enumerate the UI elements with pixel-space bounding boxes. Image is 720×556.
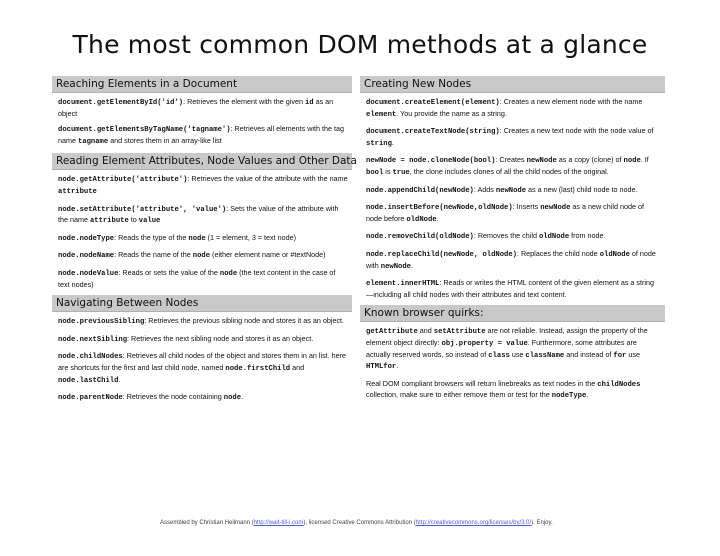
desc: : Retrieves the element with the given	[183, 97, 305, 106]
code: attribute	[89, 217, 129, 226]
footer-text: ), licensed Creative Commons Attribution (	[303, 520, 416, 526]
entry-child-nodes	[58, 351, 348, 386]
code: string	[366, 139, 392, 148]
desc: as a new child node of node before	[366, 202, 644, 223]
desc: .	[586, 390, 589, 400]
entry-clone-node	[366, 155, 661, 178]
code: class	[488, 351, 510, 360]
code: tagname	[77, 137, 109, 146]
code: obj.property = value	[441, 339, 528, 348]
entry-get-attribute	[58, 174, 348, 197]
entry-get-element-by-id	[58, 97, 348, 118]
code: value	[138, 217, 161, 226]
desc: : Reads the name of the	[114, 250, 193, 260]
code: oldNode	[538, 233, 570, 242]
desc: (1 = element, 3 = text node)	[205, 232, 296, 242]
desc: is	[383, 166, 393, 176]
section-heading: Creating New Nodes	[360, 76, 665, 93]
code: element	[366, 110, 397, 119]
entry-parent-node	[58, 392, 348, 404]
entry-append-child	[366, 185, 661, 197]
code: getAttribute	[366, 328, 418, 337]
code: className	[525, 351, 565, 360]
section-heading: Reaching Elements in a Document	[52, 76, 352, 93]
desc: : Reads or sets the value of the	[118, 267, 220, 277]
quirk-linebreaks	[366, 379, 661, 402]
code: node.nodeName	[58, 252, 115, 261]
desc: .	[396, 361, 399, 371]
desc: and instead of	[564, 349, 614, 359]
desc: and	[290, 362, 305, 372]
desc: and stores them in an array-like list	[108, 135, 222, 145]
desc: . Furthermore, some attributes are actually reserved words, so instead of	[366, 337, 637, 359]
desc: : Retrieves all elements with the tag name	[58, 124, 344, 145]
desc: : Replaces the child node	[516, 248, 600, 258]
code: bool	[366, 168, 384, 177]
section-navigating	[52, 295, 352, 404]
code: node.nextSibling	[58, 335, 128, 344]
desc: .	[118, 374, 121, 384]
desc: use	[509, 349, 526, 359]
code: node.replaceChild(newNode, oldNode)	[366, 250, 517, 259]
entry-create-element	[366, 97, 661, 120]
desc: : Retrieves all child nodes of the object and stores them in an list. here are shortcuts for the first and last child node, named	[58, 351, 347, 372]
code: node	[192, 252, 211, 261]
code: node.nodeValue	[58, 269, 119, 278]
entry-next-sibling	[58, 334, 348, 346]
desc: : Creates	[495, 155, 527, 165]
code: document.createTextNode(string)	[366, 128, 500, 137]
desc: . If	[640, 155, 649, 165]
desc: (either element name or #textNode)	[210, 250, 326, 260]
entry-set-attribute	[58, 204, 348, 227]
quirk-attributes	[366, 326, 661, 372]
entry-node-value	[58, 268, 348, 289]
entry-replace-child	[366, 249, 661, 272]
code: element.innerHTML	[366, 280, 440, 289]
desc: from node.	[569, 231, 606, 241]
desc: : Inserts	[512, 202, 541, 212]
section-heading: Reading Element Attributes, Node Values and Other Data	[52, 153, 352, 170]
code: node	[188, 234, 206, 243]
desc: .	[436, 213, 439, 223]
desc: : Reads the type of the	[114, 232, 189, 242]
desc: as a new (last) child node to node.	[526, 184, 638, 194]
code: childNodes	[597, 380, 641, 389]
section-heading: Navigating Between Nodes	[52, 295, 352, 312]
right-column	[360, 76, 665, 408]
code: node.nodeType	[58, 234, 115, 243]
desc: to	[128, 215, 139, 225]
license-link[interactable]: http://creativecommons.org/licenses/by/3.0/	[415, 520, 532, 526]
code: node.parentNode	[58, 394, 123, 403]
code: node.lastChild	[58, 376, 119, 385]
page-title: The most common DOM methods at a glance	[72, 30, 648, 59]
footer-credit	[160, 520, 553, 526]
entry-insert-before	[366, 202, 661, 225]
desc: collection, make sure to either remove them or test for the	[366, 390, 552, 400]
desc: . You provide the name as a string.	[396, 108, 507, 118]
code: node.removeChild(oldNode)	[366, 233, 474, 242]
footer-text: Assembled by Christian Heilmann (	[160, 520, 254, 526]
left-column	[52, 76, 357, 410]
desc: , the clone includes clones of all the child nodes of the original.	[409, 166, 609, 176]
entry-node-name	[58, 250, 348, 262]
desc: : Sets the value of the attribute with the name	[58, 203, 339, 225]
code: node	[219, 269, 238, 278]
entry-remove-child	[366, 231, 661, 243]
code: true	[392, 168, 410, 177]
code: attribute	[58, 187, 97, 196]
code: newNode	[526, 157, 557, 166]
code: document.getElementById('id')	[58, 99, 184, 107]
code: node.setAttribute('attribute', 'value')	[58, 205, 227, 214]
footer-text: ). Enjoy.	[531, 520, 553, 526]
desc: and	[417, 326, 434, 336]
desc: : Retrieves the node containing	[122, 392, 224, 402]
desc: as a copy (clone) of	[556, 155, 624, 165]
desc: : Removes the child	[473, 231, 539, 241]
desc: : Retrieves the next sibling node and stores it as an object.	[127, 333, 314, 343]
code: newNode	[380, 262, 411, 271]
section-reaching	[52, 76, 352, 147]
desc: : Retrieves the value of the attribute with the name	[187, 174, 348, 184]
code: newNode	[495, 186, 527, 195]
desc: (the text content in the case of text nodes)	[58, 267, 336, 289]
desc: .	[410, 260, 413, 270]
code: setAttribute	[433, 328, 486, 337]
code: HTMLfor	[366, 363, 397, 372]
desc: are not reliable. Instead, assign the property of the element object directly:	[366, 326, 648, 347]
desc: : Adds	[473, 184, 496, 194]
code: node.childNodes	[58, 353, 123, 362]
entry-create-text-node	[366, 126, 661, 149]
desc: : Reads or writes the HTML content of the given element as a string—including all child nodes with their attributes and text content.	[366, 278, 654, 299]
entry-get-elements-by-tag-name	[58, 124, 348, 147]
code: node	[623, 157, 641, 166]
code: id	[304, 99, 314, 107]
author-link[interactable]: http://wait-till-i.com	[253, 520, 304, 526]
entry-previous-sibling	[58, 316, 348, 328]
desc: Real DOM compliant browsers will return linebreaks as text nodes in the	[366, 378, 598, 388]
desc: use	[626, 349, 640, 359]
code: node.insertBefore(newNode,oldNode)	[366, 204, 513, 213]
entry-inner-html	[366, 278, 661, 299]
code: node.firstChild	[225, 364, 291, 373]
desc: .	[391, 137, 394, 147]
section-heading: Known browser quirks:	[360, 305, 665, 322]
entry-node-type	[58, 233, 348, 245]
code: node.appendChild(newNode)	[366, 186, 474, 195]
section-quirks	[360, 305, 665, 402]
code: for	[613, 351, 627, 360]
desc: .	[241, 392, 244, 402]
section-creating	[360, 76, 665, 299]
desc: as an object	[58, 97, 334, 118]
desc: : Creates a new element node with the name	[499, 97, 643, 106]
desc: : Creates a new text node with the node value of	[499, 126, 654, 136]
section-attributes	[52, 153, 357, 289]
code: newNode = node.cloneNode(bool)	[366, 157, 496, 166]
code: node.previousSibling	[58, 318, 145, 327]
code: nodeType	[551, 392, 587, 401]
code: document.getElementsByTagName('tagname')	[58, 126, 231, 135]
code: newNode	[540, 204, 571, 213]
code: document.createElement(element)	[366, 99, 500, 107]
code: oldNode	[599, 250, 630, 259]
desc: of node with	[366, 248, 656, 270]
code: node.getAttribute('attribute')	[58, 176, 188, 185]
code: oldNode	[406, 215, 437, 224]
desc: : Retrieves the previous sibling node and stores it as an object.	[144, 316, 345, 326]
code: node	[223, 394, 242, 403]
